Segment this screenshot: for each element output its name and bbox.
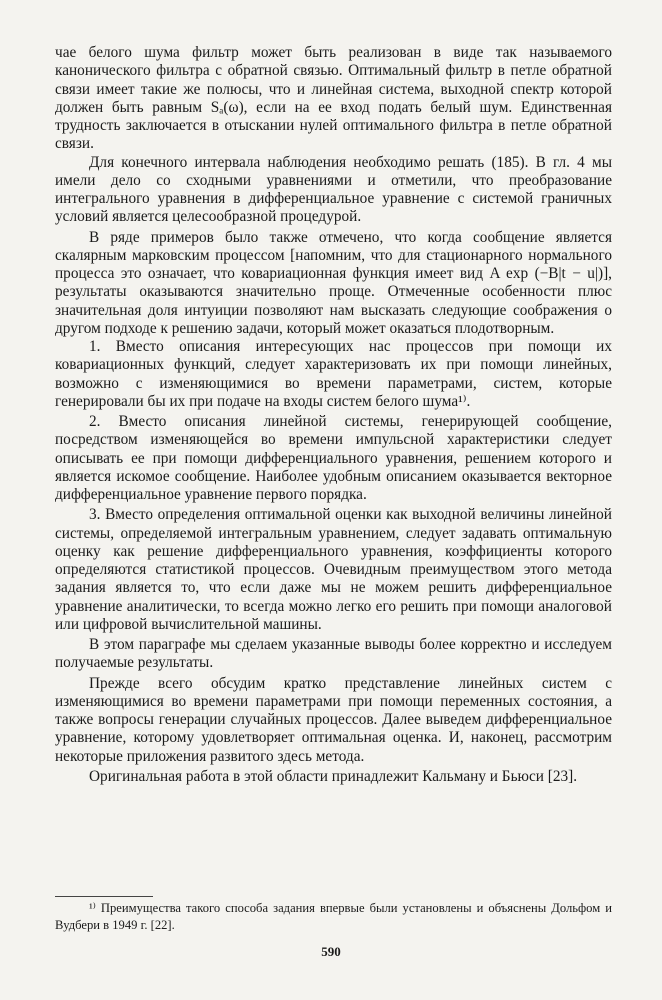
paragraph-6: 3. Вместо определения оптимальной оценки как выходной величины линейной системы, определяемой интегральным уравнением, следует задавать оптимальную оценку как решение дифференциального уравнения, коэффициенты которого определяются статистикой процессов. Очевидным преимуществом этого метода задания является то, что если даже мы не можем решить дифференциальное уравнение аналитически, то всегда можно легко его решить при помощи аналоговой или цифровой вычислительной машины. [55, 506, 612, 633]
paragraph-2: Для конечного интервала наблюдения необходимо решать (185). В гл. 4 мы имели дело со сходными уравнениями и отметили, что преобразование интегрального уравнения в дифференциальное уравнение с системой граничных условий является целесообразной процедурой. [55, 153, 612, 226]
footnote-rule [55, 896, 153, 897]
paragraph-5: 2. Вместо описания линейной системы, генерирующей сообщение, посредством изменяющейся во времени импульсной характеристики следует описывать ее при помощи дифференциального уравнения, решением которого и является искомое сообщение. Наиболее удобным описанием оказывается векторное дифференциальное уравнение первого порядка. [55, 413, 612, 503]
paragraph-4: 1. Вместо описания интересующих нас процессов при помощи их ковариационных функций, следует характеризовать их при помощи линейных, возможно с изменяющимися во времени параметрами, систем, которые генерировали бы их при подаче на входы систем белого шума¹⁾. [55, 338, 612, 410]
main-text [55, 44, 612, 786]
footnote: ¹⁾ Преимущества такого способа задания впервые были установлены и объяснены Дольфом и Вудбери в 1949 г. [22]. [55, 901, 612, 932]
paragraph-8: Прежде всего обсудим кратко представление линейных систем с изменяющимися во времени параметрами при помощи переменных состояния, а также вопросы генерации случайных процессов. Далее выведем дифференциальное уравнение, которому удовлетворяет оптимальная оценка. И, наконец, рассмотрим некоторые приложения развитого здесь метода. [55, 674, 612, 765]
paragraph-3: В ряде примеров было также отмечено, что когда сообщение является скалярным марковским процессом [напомним, что для стационарного нормального процесса это означает, что ковариационная функция имеет вид A exp (−B|t − u|)], результаты оказываются значительно проще. Отмеченные особенности плюс значительная доля интуиции позволяют нам высказать следующие соображения о другом подходе к решению задачи, который может оказаться плодотворным. [55, 228, 612, 337]
page-number: 590 [321, 944, 341, 959]
paragraph-9: Оригинальная работа в этой области принадлежит Кальману и Бьюси [23]. [89, 767, 578, 785]
paragraph-1: чае белого шума фильтр может быть реализован в виде так называемого канонического фильтра с обратной связью. Оптимальный фильтр в петле обратной связи имеет такие же полюсы, что и линейная система, выходной спектр которой должен быть равным Sₐ(ω), если на ее вход подать белый шум. Единственная трудность заключается в отыскании нулей оптимального фильтра в петле обратной связи. [55, 44, 612, 153]
paragraph-7: В этом параграфе мы сделаем указанные выводы более корректно и исследуем получаемые результаты. [55, 636, 612, 672]
